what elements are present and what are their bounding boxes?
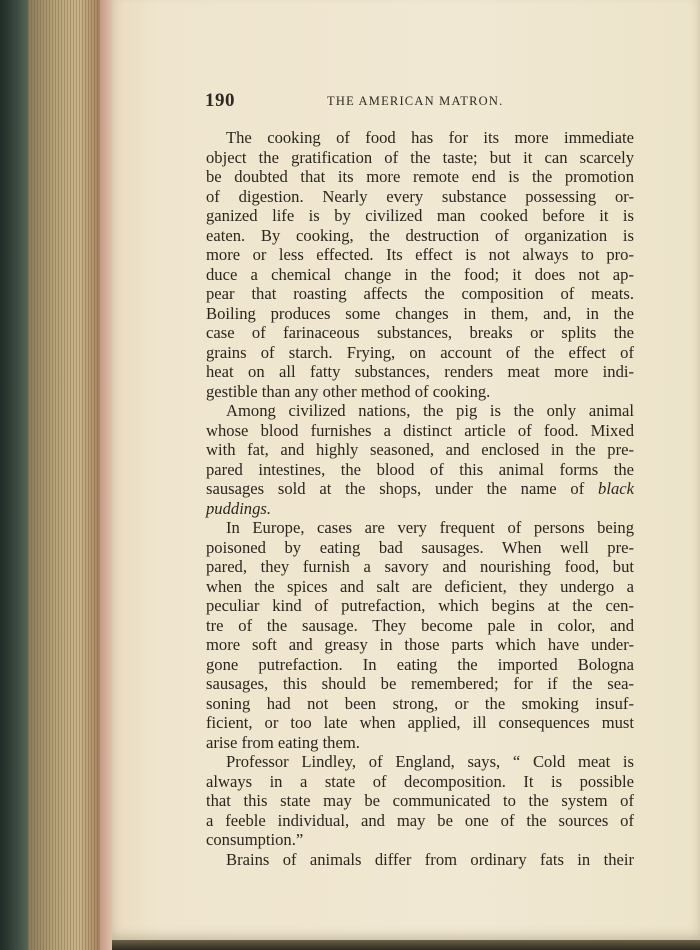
text-line — [206, 596, 634, 616]
text-line — [206, 323, 634, 343]
text-line — [206, 284, 634, 304]
text-line-content: case of farinaceous substances, breaks or splits the — [206, 323, 634, 342]
text-line — [206, 206, 634, 226]
text-line — [206, 187, 634, 207]
text-line-content: grains of starch. Frying, on account of the effect of — [206, 342, 634, 362]
text-line — [206, 148, 634, 168]
text-line-content: gestible than any other method of cooking. — [206, 381, 491, 401]
text-line — [206, 167, 634, 187]
running-title: THE AMERICAN MATRON. — [327, 94, 504, 108]
text-line-content: The cooking of food has for its more immediate — [226, 128, 634, 147]
text-line-content: poisoned by eating bad sausages. When well pre- — [206, 537, 634, 557]
text-line-content: with fat, and highly seasoned, and enclosed in the pre- — [206, 440, 634, 459]
text-line — [206, 245, 634, 265]
text-line-content: more soft and greasy in those parts which have under- — [206, 635, 634, 654]
text-line-content: pared intestines, the blood of this animal forms the — [206, 459, 634, 479]
italic-term: puddings. — [206, 498, 271, 518]
text-line-content: consumption.” — [206, 830, 304, 849]
text-line-content: always in a state of decomposition. It is possible — [206, 771, 634, 791]
text-line-content: a feeble individual, and may be one of the sources of — [206, 810, 634, 830]
text-line-content: Professor Lindley, of England, says, “ Cold meat is — [226, 752, 634, 771]
text-line — [206, 674, 634, 694]
text-line — [206, 694, 634, 714]
text-line — [206, 440, 634, 460]
page-number: 190 — [205, 90, 235, 111]
text-line-content: soning had not been strong, or the smoking insuf- — [206, 693, 634, 713]
text-line-content: In Europe, cases are very frequent of persons being — [226, 518, 634, 537]
text-line — [206, 382, 634, 402]
page-header — [205, 90, 645, 116]
text-line-content: more or less effected. Its effect is not always to pro- — [206, 245, 634, 264]
text-line-content: eaten. By cooking, the destruction of organization is — [206, 225, 634, 245]
text-line — [206, 557, 634, 577]
page-bottom-shadow — [112, 940, 700, 950]
text-line — [206, 850, 634, 870]
text-line — [206, 577, 634, 597]
text-line — [206, 226, 634, 246]
text-line-content: Brains of animals differ from ordinary fats in their — [226, 849, 634, 869]
text-line — [206, 538, 634, 558]
text-line — [206, 343, 634, 363]
text-line — [206, 635, 634, 655]
text-line-content: Boiling produces some changes in them, and, in the — [206, 303, 634, 323]
text-line-content: that this state may be communicated to the system of — [206, 791, 634, 810]
text-line-content: sausages, this should be remembered; for if the sea- — [206, 674, 634, 693]
text-line — [206, 421, 634, 441]
text-line — [206, 791, 634, 811]
text-line — [206, 128, 634, 148]
text-line-content: heat on all fatty substances, renders meat more indi- — [206, 362, 634, 381]
text-line — [206, 499, 634, 519]
text-line — [206, 479, 634, 499]
text-line — [206, 830, 634, 850]
text-line-content: sausages sold at the shops, under the name of — [206, 479, 585, 498]
text-line — [206, 811, 634, 831]
text-line — [206, 265, 634, 285]
text-line-content: whose blood furnishes a distinct article of food. Mixed — [206, 420, 634, 440]
body-text — [206, 128, 634, 869]
text-line-content: of digestion. Nearly every substance possessing or- — [206, 186, 634, 206]
text-line — [206, 401, 634, 421]
text-line — [206, 362, 634, 382]
text-line — [206, 772, 634, 792]
text-line — [206, 655, 634, 675]
text-line — [206, 713, 634, 733]
text-line-content: pear that roasting affects the composition of meats. — [206, 284, 634, 303]
text-line — [206, 616, 634, 636]
text-line-content: duce a chemical change in the food; it does not ap- — [206, 264, 634, 284]
text-line — [206, 304, 634, 324]
text-line-content: pared, they furnish a savory and nourishing food, but — [206, 557, 634, 576]
text-line-content: ficient, or too late when applied, ill consequences must — [206, 713, 634, 732]
text-line-content: gone putrefaction. In eating the imported Bologna — [206, 654, 634, 674]
text-line-content: ganized life is by civilized man cooked before it is — [206, 206, 634, 225]
text-line — [206, 518, 634, 538]
text-line — [206, 460, 634, 480]
text-line-content: tre of the sausage. They become pale in color, and — [206, 615, 634, 635]
text-line-content: be doubted that its more remote end is the promotion — [206, 167, 634, 186]
text-line-content: Among civilized nations, the pig is the only animal — [226, 401, 634, 420]
text-line-content: object the gratification of the taste; but it can scarcely — [206, 147, 634, 167]
text-line — [206, 733, 634, 753]
italic-term: black — [598, 479, 634, 498]
text-line — [206, 752, 634, 772]
book-spine — [0, 0, 30, 950]
text-line-content: peculiar kind of putrefaction, which begins at the cen- — [206, 596, 634, 615]
text-line-content: when the spices and salt are deficient, they undergo a — [206, 576, 634, 596]
text-line-content: arise from eating them. — [206, 732, 360, 752]
